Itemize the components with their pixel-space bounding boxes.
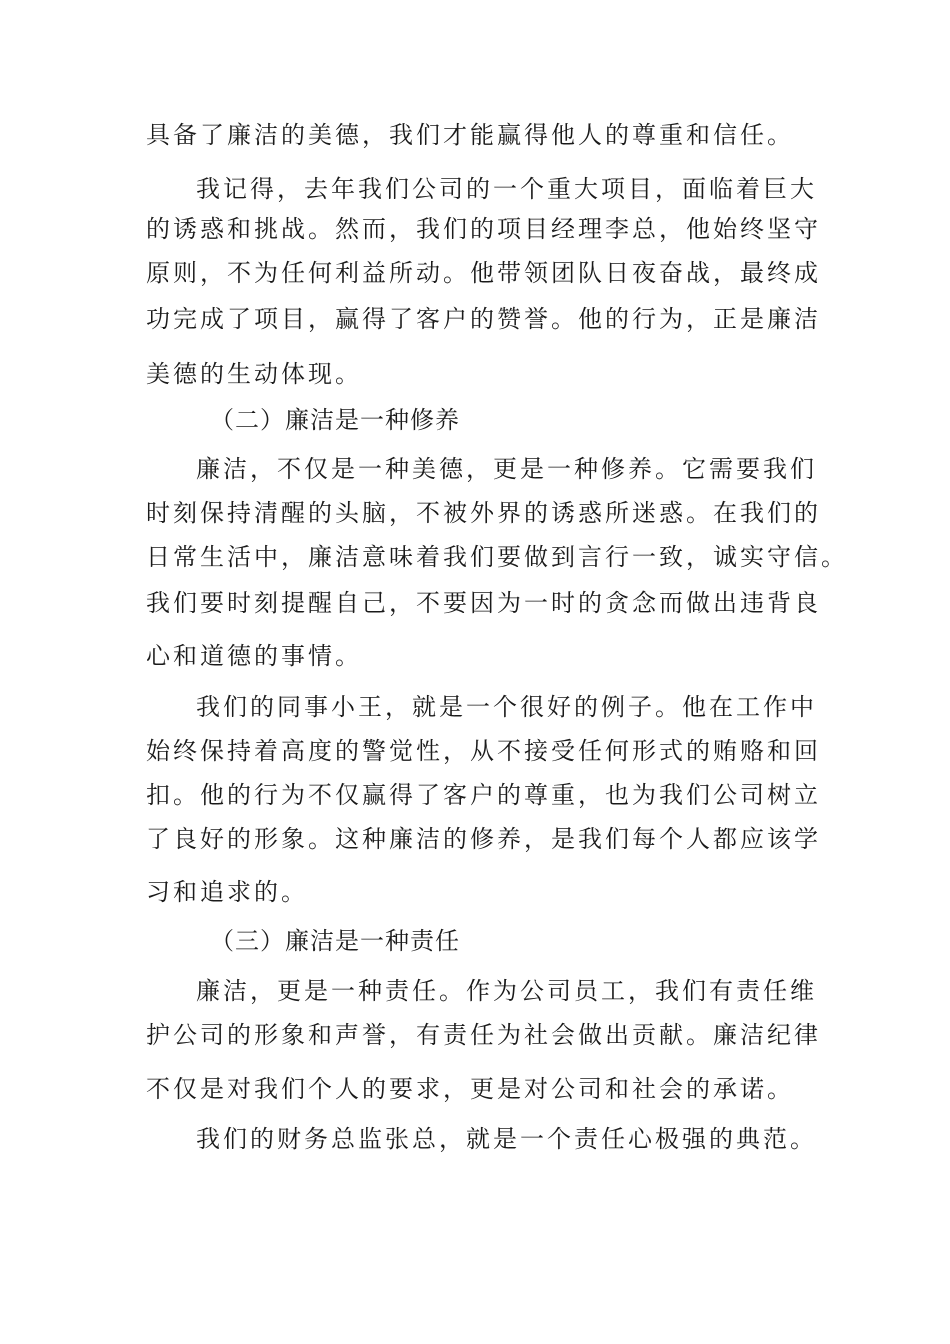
paragraph-line: 功完成了项目，赢得了客户的赞誉。他的行为，正是廉洁 [146, 305, 821, 333]
section-heading: （二）廉洁是一种修养 [210, 406, 460, 434]
section-heading: （三）廉洁是一种责任 [210, 927, 460, 955]
paragraph-line: 扣。他的行为不仅赢得了客户的尊重，也为我们公司树立 [146, 781, 821, 809]
paragraph-line: 原则，不为任何利益所动。他带领团队日夜奋战，最终成 [146, 259, 821, 287]
paragraph-line: 美德的生动体现。 [146, 360, 362, 388]
paragraph-line: 的诱惑和挑战。然而，我们的项目经理李总，他始终坚守 [146, 215, 821, 243]
paragraph-line: 心和道德的事情。 [146, 642, 362, 670]
paragraph-line: 我们要时刻提醒自己，不要因为一时的贪念而做出违背良 [146, 589, 821, 617]
paragraph-line: 日常生活中，廉洁意味着我们要做到言行一致，诚实守信。 [146, 543, 848, 571]
paragraph-line: 护公司的形象和声誉，有责任为社会做出贡献。廉洁纪律 [146, 1021, 821, 1049]
paragraph-line: 不仅是对我们个人的要求，更是对公司和社会的承诺。 [146, 1075, 794, 1103]
paragraph-line: 了良好的形象。这种廉洁的修养，是我们每个人都应该学 [146, 825, 821, 853]
paragraph-line: 廉洁，更是一种责任。作为公司员工，我们有责任维 [196, 977, 817, 1005]
paragraph-line: 始终保持着高度的警觉性，从不接受任何形式的贿赂和回 [146, 737, 821, 765]
paragraph-line: 时刻保持清醒的头脑，不被外界的诱惑所迷惑。在我们的 [146, 499, 821, 527]
paragraph-line: 廉洁，不仅是一种美德，更是一种修养。它需要我们 [196, 455, 817, 483]
paragraph-line: 我们的财务总监张总，就是一个责任心极强的典范。 [196, 1125, 817, 1153]
paragraph-line: 我记得，去年我们公司的一个重大项目，面临着巨大 [196, 175, 817, 203]
paragraph-line: 习和追求的。 [146, 878, 308, 906]
paragraph-line: 我们的同事小王，就是一个很好的例子。他在工作中 [196, 693, 817, 721]
paragraph-line: 具备了廉洁的美德，我们才能赢得他人的尊重和信任。 [146, 121, 794, 149]
